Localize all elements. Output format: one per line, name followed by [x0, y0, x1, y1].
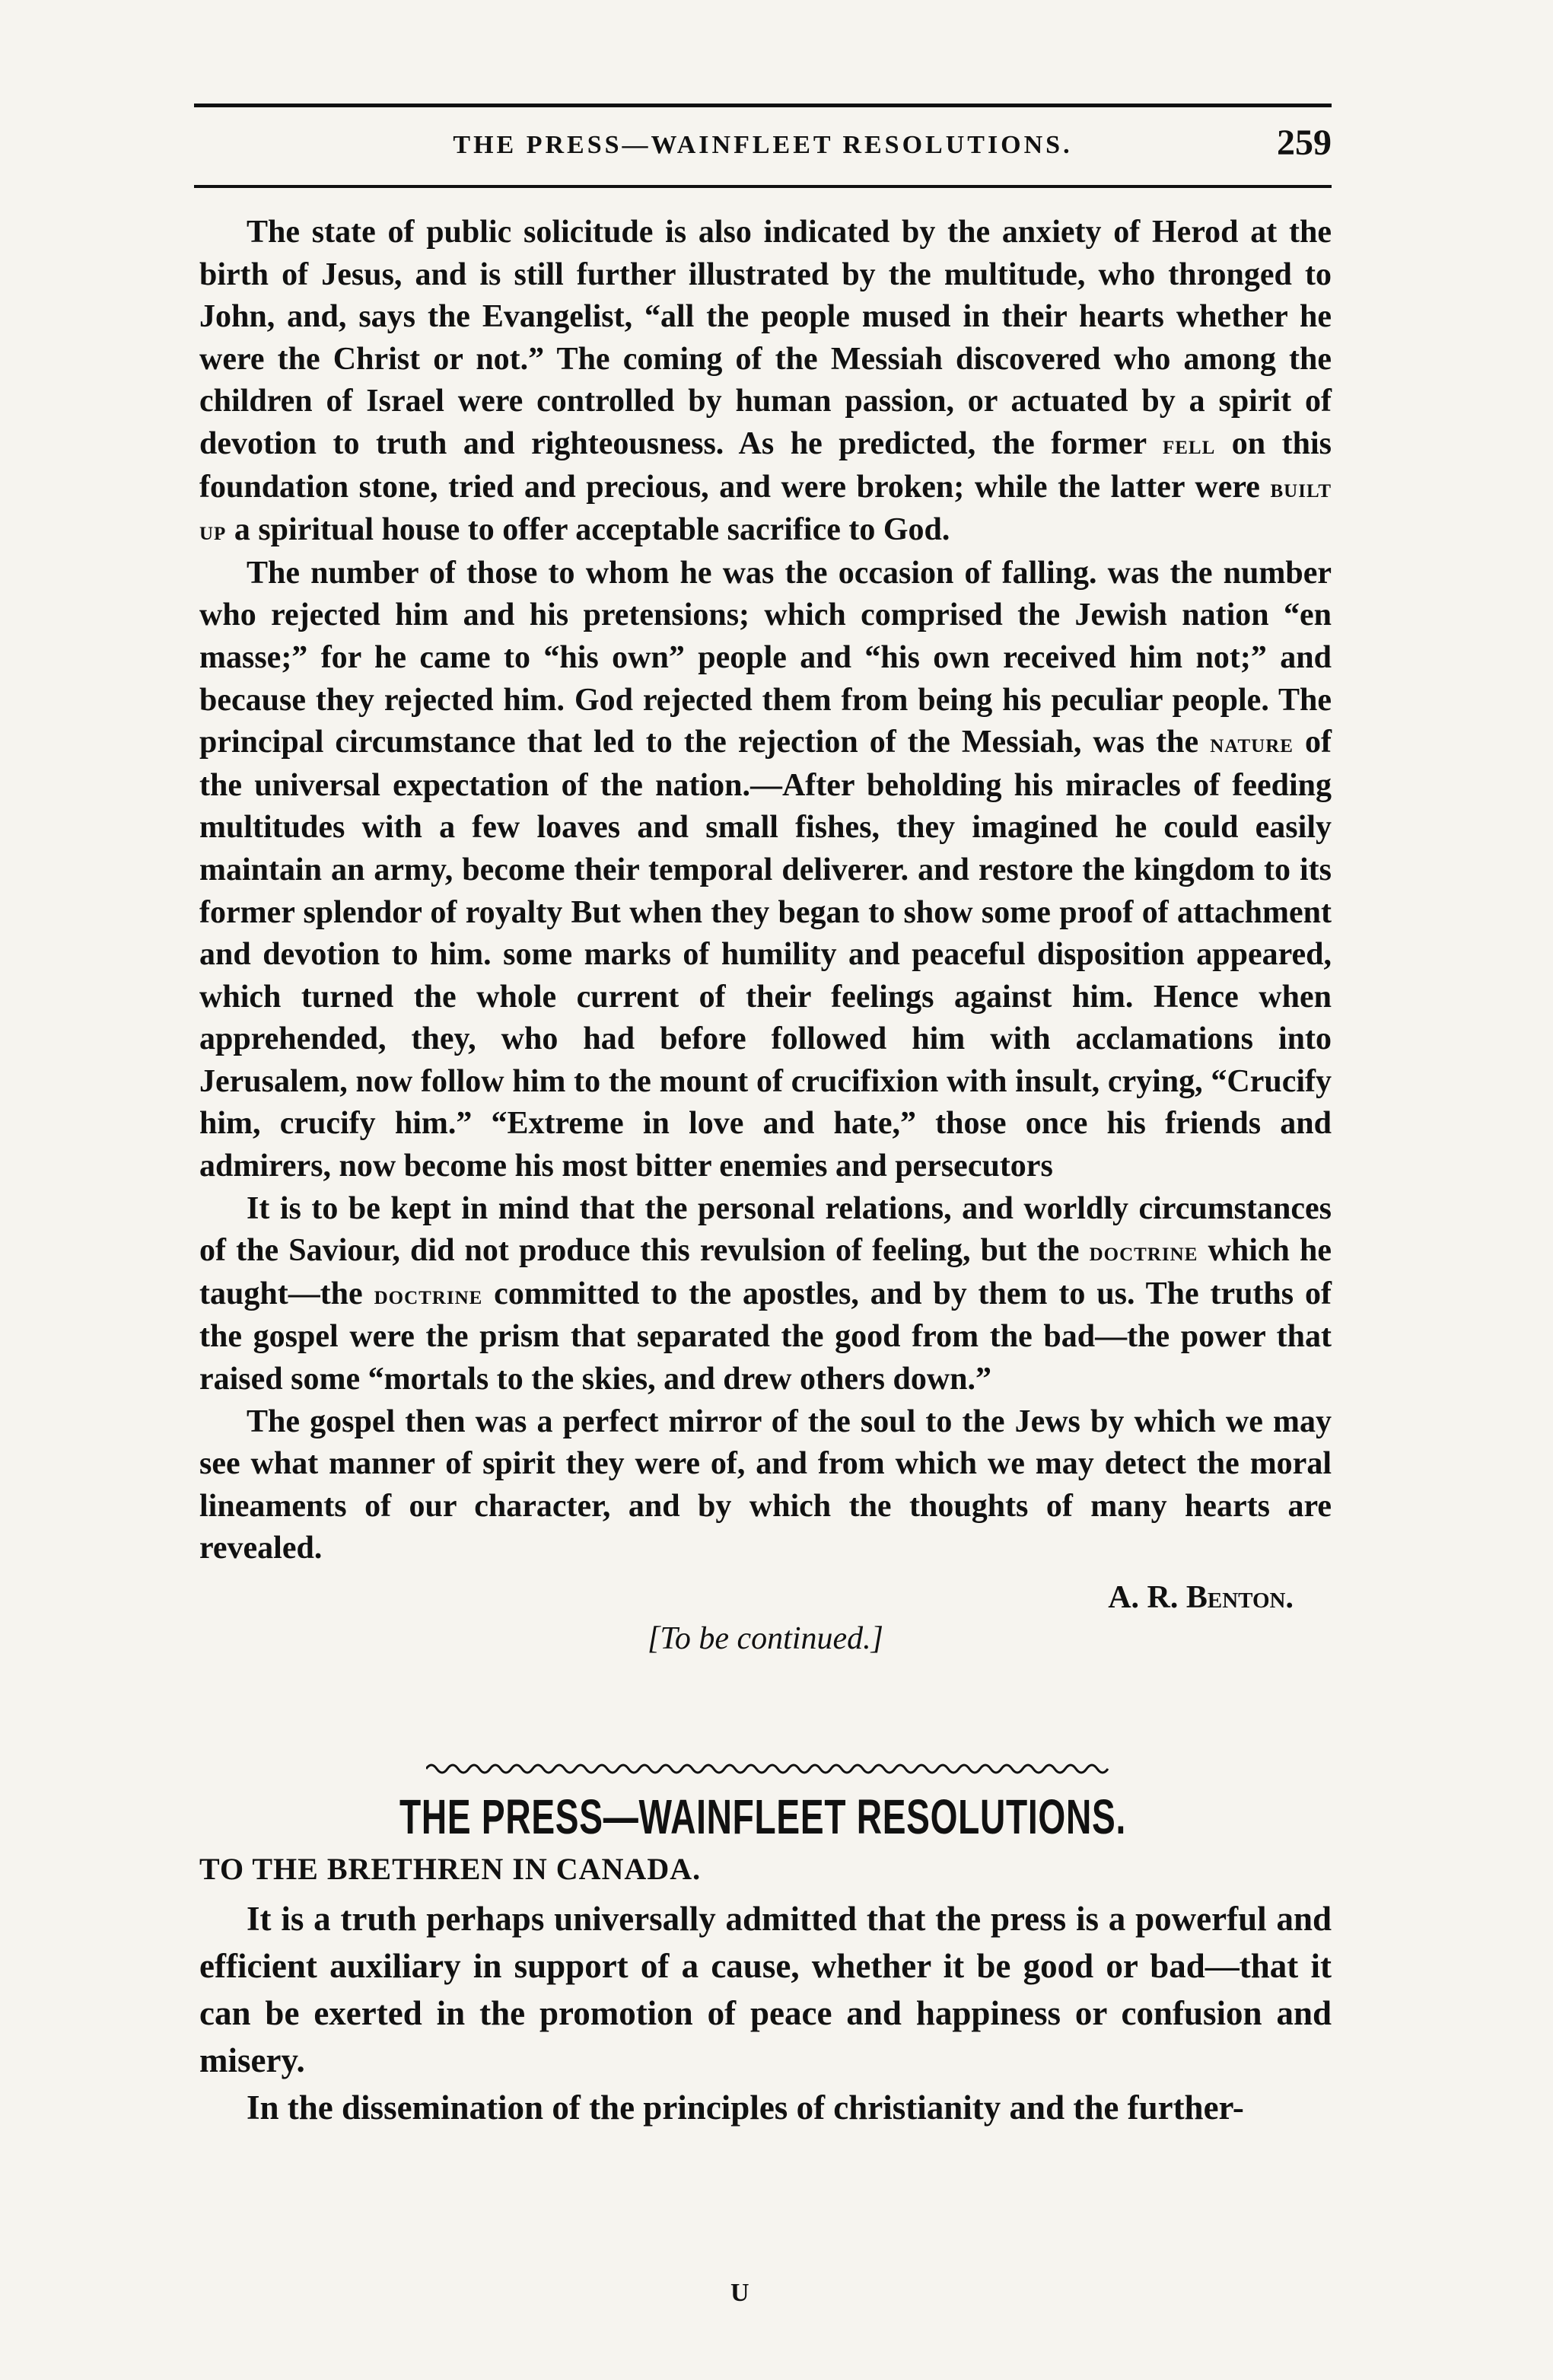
- to-be-continued-note: [To be continued.]: [648, 1621, 883, 1656]
- header-rule-top: [194, 104, 1332, 107]
- small-caps-text: doctrine: [1089, 1237, 1198, 1267]
- salutation: TO THE BRETHREN IN CANADA.: [199, 1852, 702, 1886]
- article-paragraphs: [199, 212, 1332, 1570]
- paragraph-text: which he taught—the: [199, 1233, 1332, 1311]
- second-article-paragraphs: [199, 1895, 1332, 2131]
- running-head: [194, 122, 1332, 167]
- author-signature: A. R. Benton.: [1108, 1580, 1294, 1615]
- paragraph: [199, 1401, 1332, 1570]
- paragraph: [199, 1188, 1332, 1401]
- small-caps-text: fell: [1162, 429, 1216, 460]
- paragraph-text: a spiritual house to offer acceptable sacrifice to God.: [226, 512, 950, 548]
- paragraph: [199, 553, 1332, 1188]
- paragraph: [199, 1895, 1332, 2084]
- section-divider-wavy: [426, 1761, 1111, 1776]
- section-title: THE PRESS—WAINFLEET RESOLUTIONS.: [399, 1789, 1126, 1844]
- small-caps-text: doctrine: [374, 1279, 483, 1310]
- paragraph-text: of the universal expectation of the nation.—After beholding his miracles of feeding multitudes with a few loaves and small fishes, they imagined he could easily maintain an army, become their temporal deliverer. and restore the kingdom to its former splendor of royalty But when they began to show some proof of attachment and devotion to him. some marks of humility and peaceful disposition appeared, which turned the whole current of their feelings against him. Hence when apprehended, they, who had before followed him with acclamations into Jerusalem, now follow him to the mount of crucifixion with insult, crying, “Crucify him, crucify him.” “Extreme in love and hate,” those once his friends and admirers, now become his most bitter enemies and persecutors: [199, 725, 1332, 1184]
- page-number: 259: [1277, 123, 1332, 163]
- article-body: [199, 212, 1332, 1657]
- paragraph-text: The number of those to whom he was the occasion of falling. was the number who rejected him and his pretensions; which comprised the Jewish nation “en masse;” for he came to “his own” people and “his own received him not;” and because they rejected him. God rejected them from being his peculiar people. The principal circumstance that led to the rejection of the Messiah, was the: [199, 555, 1332, 760]
- paragraph: [199, 2084, 1332, 2131]
- paragraph: [199, 212, 1332, 553]
- second-article-body: [199, 1895, 1332, 2131]
- small-caps-text: nature: [1210, 728, 1294, 759]
- paragraph-text: It is to be kept in mind that the personal relations, and worldly circumstances of the Saviour, did not produce this revulsion of feeling, but the: [199, 1190, 1332, 1269]
- small-caps-text: built up: [199, 473, 1332, 546]
- paragraph-text: committed to the apostles, and by them to us. The truths of the gospel were the prism that separated the good from the bad—the power that raised some “mortals to the skies, and drew others down.”: [199, 1276, 1332, 1397]
- paragraph-text: The gospel then was a perfect mirror of the soul to the Jews by which we may see what manner of spirit they were of, and from which we may detect the moral lineaments of our character, and by which the thoughts of many hearts are revealed.: [199, 1403, 1332, 1566]
- paragraph-text: The state of public solicitude is also indicated by the anxiety of Herod at the birth of Jesus, and is still further illustrated by the multitude, who thronged to John, and, says the Evangelist, “all the people mused in their hearts whether he were the Christ or not.” The coming of the Messiah discovered who among the children of Israel were controlled by human passion, or actuated by a spirit of devotion to truth and righteousness. As he predicted, the former: [199, 215, 1332, 461]
- paragraph-text: on this foundation stone, tried and precious, and were broken; while the latter were: [199, 425, 1332, 505]
- paragraph-text: In the dissemination of the principles of christianity and the further-: [247, 2088, 1244, 2127]
- header-rule-bottom: [194, 185, 1332, 188]
- printer-signature-mark: U: [730, 2279, 749, 2307]
- paragraph-text: It is a truth perhaps universally admitted that the press is a powerful and efficient auxiliary in support of a cause, whether it be good or bad—that it can be exerted in the promotion of peace and happiness or confusion and misery.: [199, 1900, 1332, 2079]
- running-title: THE PRESS—WAINFLEET RESOLUTIONS.: [453, 131, 1073, 159]
